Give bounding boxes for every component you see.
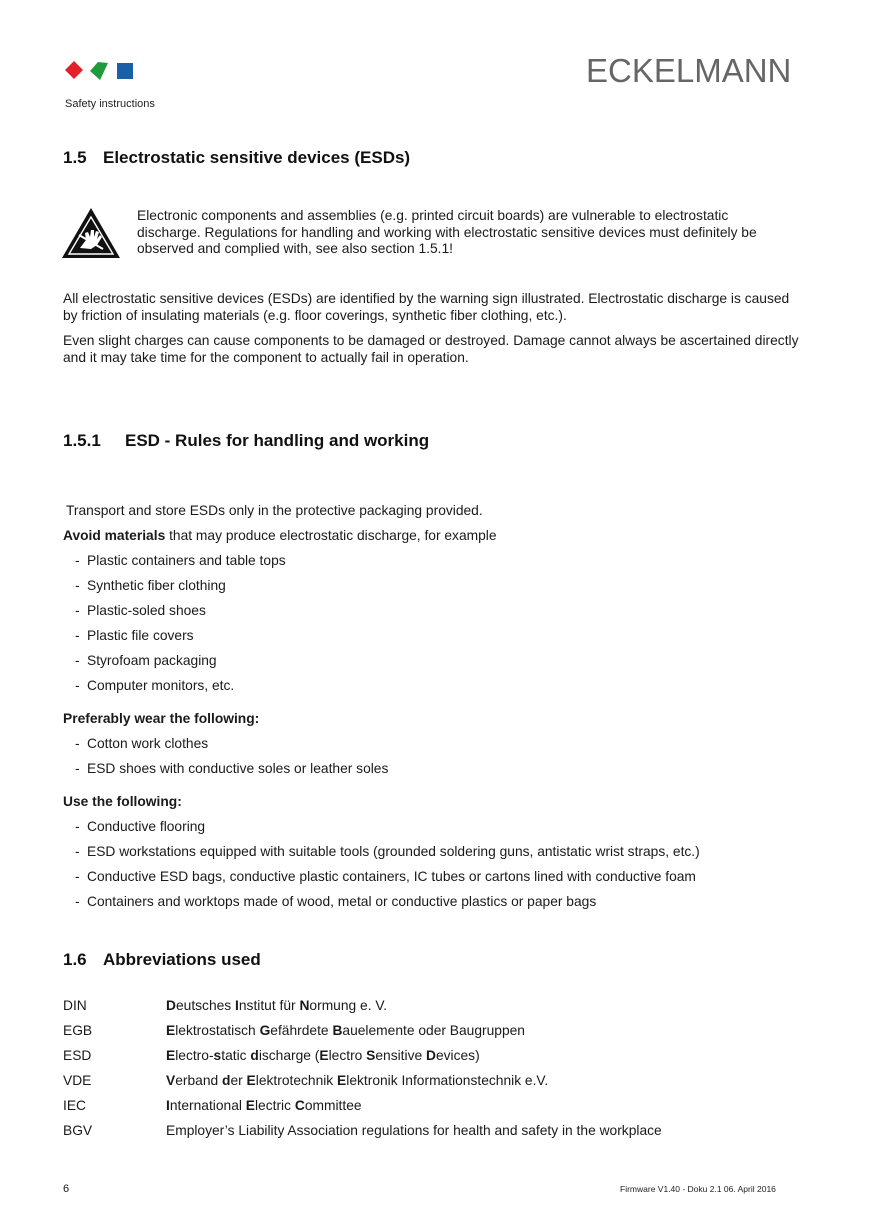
abbreviation-row	[63, 997, 387, 1015]
use-heading: Use the following:	[63, 794, 182, 809]
avoid-materials-rest: that may produce electrostatic discharge, for example	[165, 528, 497, 543]
list-item: - Plastic containers and table tops	[75, 553, 286, 568]
heading-1-5	[63, 148, 410, 168]
abbreviation-definition: Verband der Elektrotechnik Elektronik Informationstechnik e.V.	[166, 1073, 549, 1088]
abbreviation-key: EGB	[63, 1023, 93, 1038]
list-item: - Conductive ESD bags, conductive plastic containers, IC tubes or cartons lined with conductive foam	[75, 869, 696, 884]
abbreviation-definition: Elektrostatisch Gefährdete Bauelemente oder Baugruppen	[166, 1023, 525, 1038]
eckelmann-logo-marks	[63, 58, 135, 82]
header-section-label: Safety instructions	[65, 98, 155, 110]
brand-wordmark: ECKELMANN	[586, 52, 792, 89]
list-item: - Computer monitors, etc.	[75, 678, 235, 693]
abbreviation-row	[63, 1022, 525, 1040]
list-item: - ESD workstations equipped with suitable tools (grounded soldering guns, antistatic wrist straps, etc.)	[75, 844, 700, 859]
heading-title: ESD - Rules for handling and working	[125, 431, 430, 450]
abbreviation-definition: International Electric Committee	[166, 1098, 362, 1113]
esd-intro-text: Electronic components and assemblies (e.g. printed circuit boards) are vulnerable to electrostatic discharge. Regulations for handling and working with electrostatic sensitive devices must definitely be observed and complied with, see also section 1.5.1!	[137, 208, 757, 256]
abbreviation-definition: Electro-static discharge (Electro Sensitive Devices)	[166, 1048, 480, 1063]
abbreviation-key: VDE	[63, 1073, 92, 1088]
list-item: - Synthetic fiber clothing	[75, 578, 226, 593]
logo-blue-square	[117, 63, 133, 79]
abbreviation-row	[63, 1047, 480, 1065]
list-item: - Plastic file covers	[75, 628, 194, 643]
abbreviation-definition: Employer’s Liability Association regulations for health and safety in the workplace	[166, 1123, 662, 1138]
wear-heading: Preferably wear the following:	[63, 711, 260, 726]
abbreviation-row	[63, 1122, 662, 1140]
list-item: - Styrofoam packaging	[75, 653, 217, 668]
list-item: - Plastic-soled shoes	[75, 603, 206, 618]
abbreviation-row	[63, 1097, 362, 1115]
page-number: 6	[63, 1183, 70, 1195]
list-item: - Cotton work clothes	[75, 736, 209, 751]
heading-1-6	[63, 950, 261, 970]
esd-warning-icon	[61, 207, 121, 259]
abbreviation-row	[63, 1072, 548, 1090]
heading-number: 1.5	[63, 148, 87, 167]
logo-red-diamond	[65, 61, 83, 79]
abbreviation-key: BGV	[63, 1123, 93, 1138]
avoid-materials-intro	[63, 527, 497, 545]
heading-number: 1.6	[63, 950, 87, 969]
paragraph-esd-identification: All electrostatic sensitive devices (ESDs) are identified by the warning sign illustrated. Electrostatic discharge is caused by friction of insulating materials (e.g. floor coverings, synthetic fiber clothing, etc.).	[63, 291, 790, 323]
list-item: - ESD shoes with conductive soles or leather soles	[75, 761, 389, 776]
abbreviation-definition: Deutsches Institut für Normung e. V.	[166, 998, 388, 1013]
list-item: - Containers and worktops made of wood, metal or conductive plastics or paper bags	[75, 894, 597, 909]
heading-title: Abbreviations used	[103, 950, 261, 969]
abbreviation-key: IEC	[63, 1098, 86, 1113]
list-item: - Conductive flooring	[75, 819, 206, 834]
heading-number: 1.5.1	[63, 431, 101, 450]
footer-document-info: Firmware V1.40 - Doku 2.1 06. April 2016	[620, 1184, 776, 1194]
heading-title: Electrostatic sensitive devices (ESDs)	[103, 148, 411, 167]
paragraph-esd-damage: Even slight charges can cause components to be damaged or destroyed. Damage cannot always be ascertained directly and it may take time for the component to actually fail in operation.	[63, 333, 799, 365]
logo-green-diamond	[90, 62, 108, 80]
avoid-materials-bold: Avoid materials	[63, 528, 166, 543]
transport-rule: Transport and store ESDs only in the protective packaging provided.	[66, 503, 483, 518]
abbreviation-key: DIN	[63, 998, 87, 1013]
abbreviation-key: ESD	[63, 1048, 92, 1063]
heading-1-5-1	[63, 431, 429, 451]
